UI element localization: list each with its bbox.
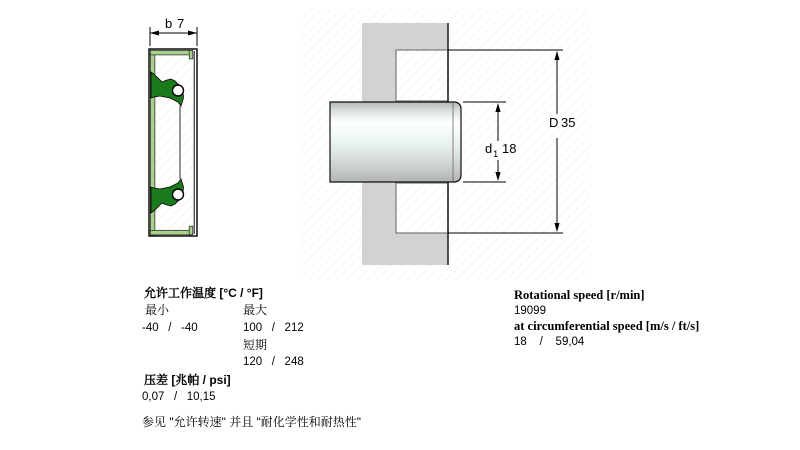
temperature-short-term-value: 120 / 248 xyxy=(243,356,304,368)
temperature-title: 允许工作温度 [°C / °F] xyxy=(144,286,263,300)
temperature-max-label: 最大 xyxy=(243,303,268,317)
circumferential-speed-title: at circumferential speed [m/s / ft/s] xyxy=(514,319,700,333)
seal-cross-section-diagram xyxy=(140,10,235,255)
seal-seat-bottom xyxy=(396,183,448,233)
see-also-note: 参见 "允许转速" 并且 "耐化学性和耐热性" xyxy=(142,415,362,429)
rotational-speed-value: 19099 xyxy=(514,304,546,317)
garter-spring-bottom-icon xyxy=(173,189,184,200)
speed-section xyxy=(514,288,754,350)
d1-dimension-label: d xyxy=(485,141,493,156)
temperature-min-label: 最小 xyxy=(145,303,170,317)
d1-dimension-value: 18 xyxy=(502,141,517,156)
mounting-diagram xyxy=(300,10,590,280)
arrow-left-icon xyxy=(150,31,159,36)
b-dimension-value: 7 xyxy=(177,16,185,31)
d1-dimension-subscript: 1 xyxy=(493,149,499,160)
temperature-max-value: 100 / 212 xyxy=(243,322,304,334)
b-dimension xyxy=(150,16,197,46)
rotational-speed-title: Rotational speed [r/min] xyxy=(514,288,645,302)
temperature-min-value: -40 / -40 xyxy=(142,322,198,334)
seal-body xyxy=(149,49,197,236)
pressure-section xyxy=(142,371,412,411)
pressure-value: 0,07 / 10,15 xyxy=(142,391,216,403)
pressure-title: 压差 [兆帕 / psi] xyxy=(144,373,231,387)
temperature-section xyxy=(142,283,412,373)
temperature-short-term-label: 短期 xyxy=(243,338,268,352)
b-dimension-label: b xyxy=(165,16,173,31)
D-dimension-value: 35 xyxy=(561,115,576,130)
shaft xyxy=(330,102,461,182)
garter-spring-top-icon xyxy=(173,85,184,96)
D-dimension-label: D xyxy=(549,115,559,130)
arrow-right-icon xyxy=(188,31,197,36)
seal-seat-top xyxy=(396,50,448,101)
circumferential-speed-value: 18 / 59,04 xyxy=(514,335,585,348)
